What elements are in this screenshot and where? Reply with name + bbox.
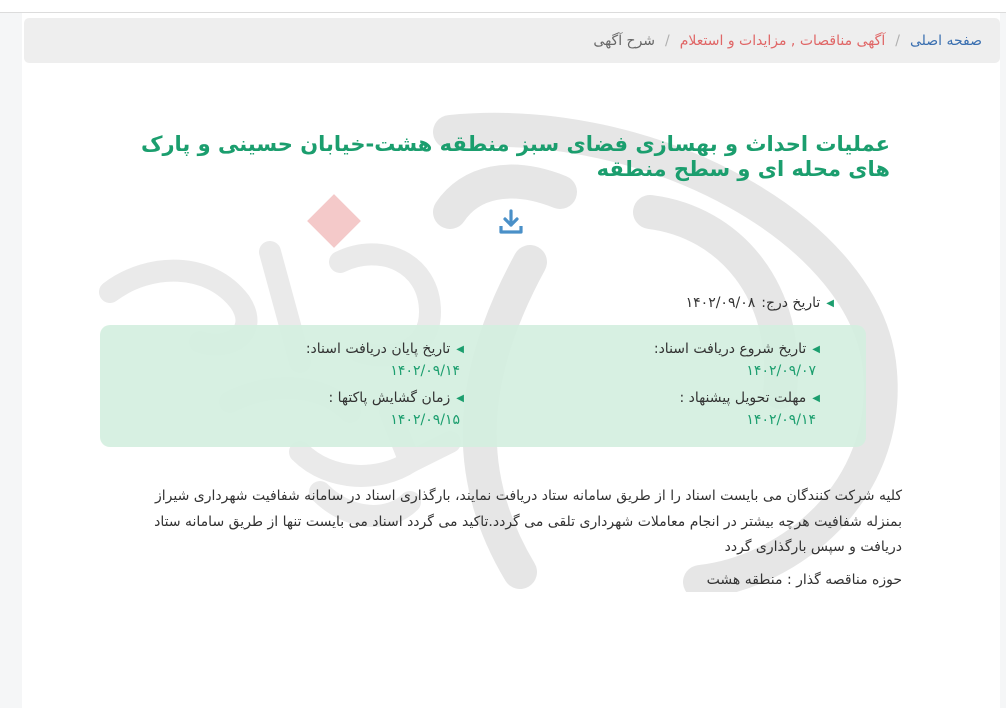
breadcrumb-separator: / bbox=[665, 32, 670, 49]
breadcrumb-tenders-link[interactable]: آگهی مناقصات , مزایدات و استعلام bbox=[679, 32, 886, 49]
breadcrumb bbox=[24, 18, 1000, 63]
receive-end-date bbox=[306, 341, 464, 379]
bullet-triangle-icon: ◀ bbox=[456, 343, 464, 355]
receive-start-value: ۱۴۰۲/۰۹/۰۷ bbox=[746, 363, 816, 379]
bullet-triangle-icon: ◀ bbox=[456, 392, 464, 404]
bullet-triangle-icon: ◀ bbox=[812, 343, 820, 355]
receive-end-value: ۱۴۰۲/۰۹/۱۴ bbox=[390, 363, 460, 379]
receive-start-label: تاریخ شروع دریافت اسناد: bbox=[653, 341, 807, 357]
bullet-triangle-icon: ◀ bbox=[826, 297, 834, 309]
bullet-triangle-icon: ◀ bbox=[812, 392, 820, 404]
proposal-deadline bbox=[679, 390, 820, 428]
left-gutter bbox=[0, 13, 22, 708]
top-divider bbox=[0, 12, 1006, 13]
right-gutter bbox=[1000, 13, 1006, 708]
tender-zone: حوزه مناقصه گذار : منطقه هشت bbox=[706, 572, 902, 588]
insert-date bbox=[686, 295, 834, 311]
opening-label: زمان گشایش پاکتها : bbox=[328, 390, 451, 406]
dates-panel bbox=[100, 325, 866, 447]
receive-end-label: تاریخ پایان دریافت اسناد: bbox=[305, 341, 451, 357]
opening-date bbox=[328, 390, 464, 428]
breadcrumb-home-link[interactable]: صفحه اصلی bbox=[909, 32, 982, 49]
proposal-deadline-value: ۱۴۰۲/۰۹/۱۴ bbox=[746, 412, 816, 428]
insert-date-label: تاریخ درج: bbox=[761, 295, 821, 311]
tender-title: عملیات احداث و بهسازی فضای سبز منطقه هشت-خیابان حسینی و پارک های محله ای و سطح منطقه bbox=[140, 132, 890, 181]
download-icon[interactable] bbox=[497, 208, 525, 236]
receive-start-date bbox=[654, 341, 820, 379]
tender-description: کلیه شرکت کنندگان می بایست اسناد را از طریق سامانه ستاد دریافت نمایند، بارگذاری اسناد در سامانه شفافیت شهرداری شیراز بمنزله شفافیت هرچه بیشتر در انجام معاملات شهرداری تلقی می گردد.تاکید می گردد اسناد می بایست تنها از طریق سامانه ستاد دریافت و سپس بارگذاری گردد bbox=[154, 488, 902, 555]
insert-date-value: ۱۴۰۲/۰۹/۰۸ bbox=[685, 295, 756, 311]
proposal-deadline-label: مهلت تحویل پیشنهاد : bbox=[679, 390, 807, 406]
breadcrumb-current: شرح آگهی bbox=[593, 32, 656, 49]
breadcrumb-separator: / bbox=[895, 32, 900, 49]
opening-value: ۱۴۰۲/۰۹/۱۵ bbox=[390, 412, 460, 428]
